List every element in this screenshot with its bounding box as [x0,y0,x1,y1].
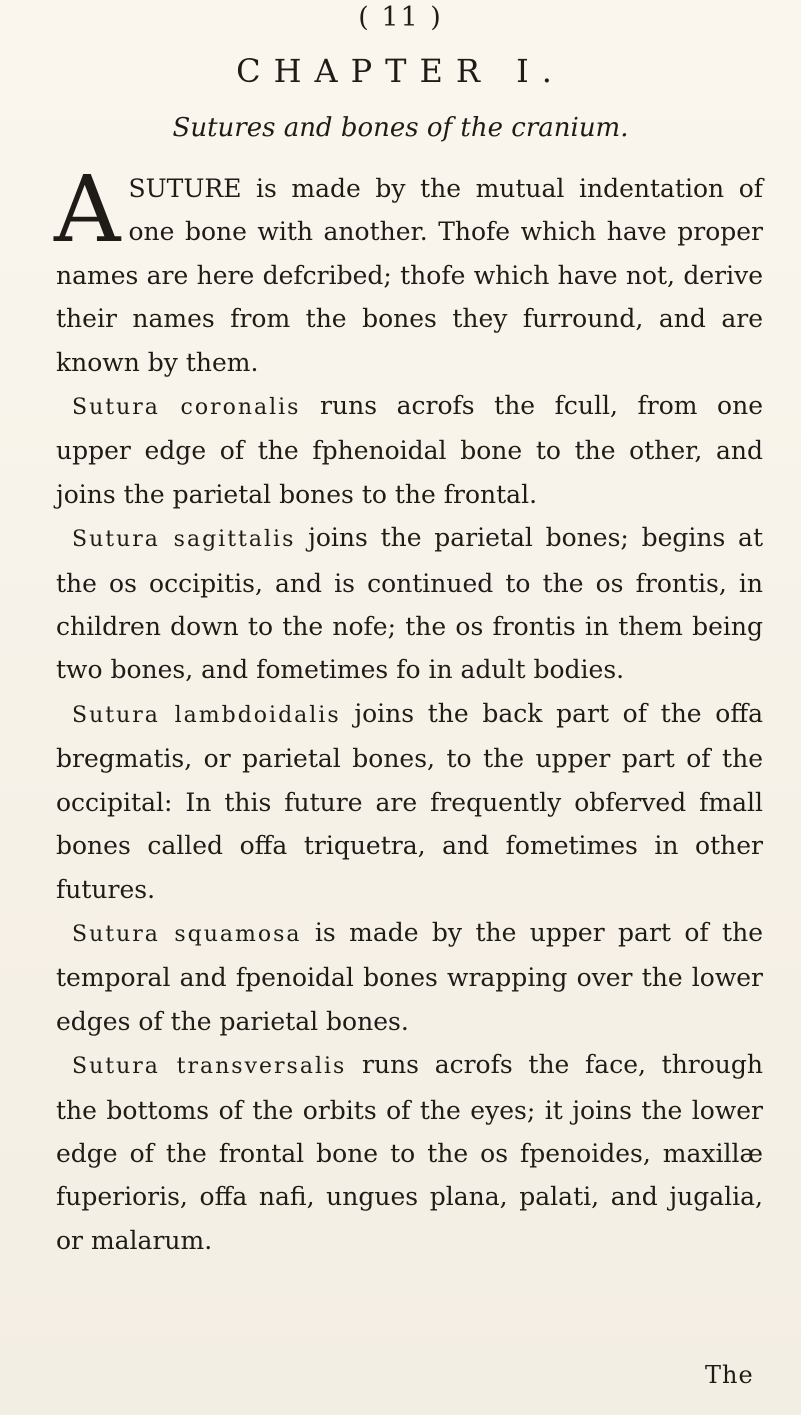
paragraph-intro [54,156,763,384]
paragraph-text: joins the parietal bones; begins at the os occipitis, and is continued to the os frontis, in children down to the nofe; the os frontis in them being two bones, and fometimes fo in adult bodies. [56,523,764,685]
paragraph-text: SUTURE is made by the mutual indentation of one bone with another. Thofe which have proper names are here defcribed; thofe which have not, derive their names from the bones they furround, and are known by them. [56,174,763,377]
paragraph-text: runs acrofs the face, through the bottoms of the orbits of the eyes; it joins the lower edge of the frontal bone to the os fpenoides, maxillæ fuperioris, offa nafi, ungues plana, palati, and jugalia, or malarum. [56,1050,764,1255]
drop-cap: A [54,156,121,263]
chapter-subtitle: Sutures and bones of the cranium. [172,113,629,143]
paragraph-squamosa [56,911,763,1043]
catchword: The [705,1361,754,1389]
paragraph-sagittalis [56,516,763,692]
paragraph-coronalis [56,384,763,516]
paragraph-text: is made by the upper part of the temporal and fpenoidal bones wrapping over the lower edges of the parietal bones. [56,917,763,1036]
paragraph-lambdoidalis [56,692,763,911]
body-text [54,156,764,1262]
paragraph-text: joins the back part of the offa bregmatis, or parietal bones, to the upper part of the occipital: In this future are frequently obferved fmall bones called offa triquetra, and fometimes in other futures. [56,698,763,904]
paragraph-text: runs acrofs the fcull, from one upper edge of the fphenoidal bone to the other, and joins the parietal bones to the frontal. [56,391,763,509]
term-small-caps: Sutura squamosa [72,921,302,947]
term-small-caps: Sutura transversalis [72,1054,347,1080]
term-small-caps: Sutura sagittalis [72,527,296,553]
paragraph-transversalis [56,1043,763,1262]
chapter-heading: CHAPTER I. [236,52,565,90]
term-small-caps: Sutura coronalis [72,395,301,421]
term-small-caps: Sutura lambdoidalis [72,702,341,728]
page-number: ( 11 ) [358,2,443,33]
